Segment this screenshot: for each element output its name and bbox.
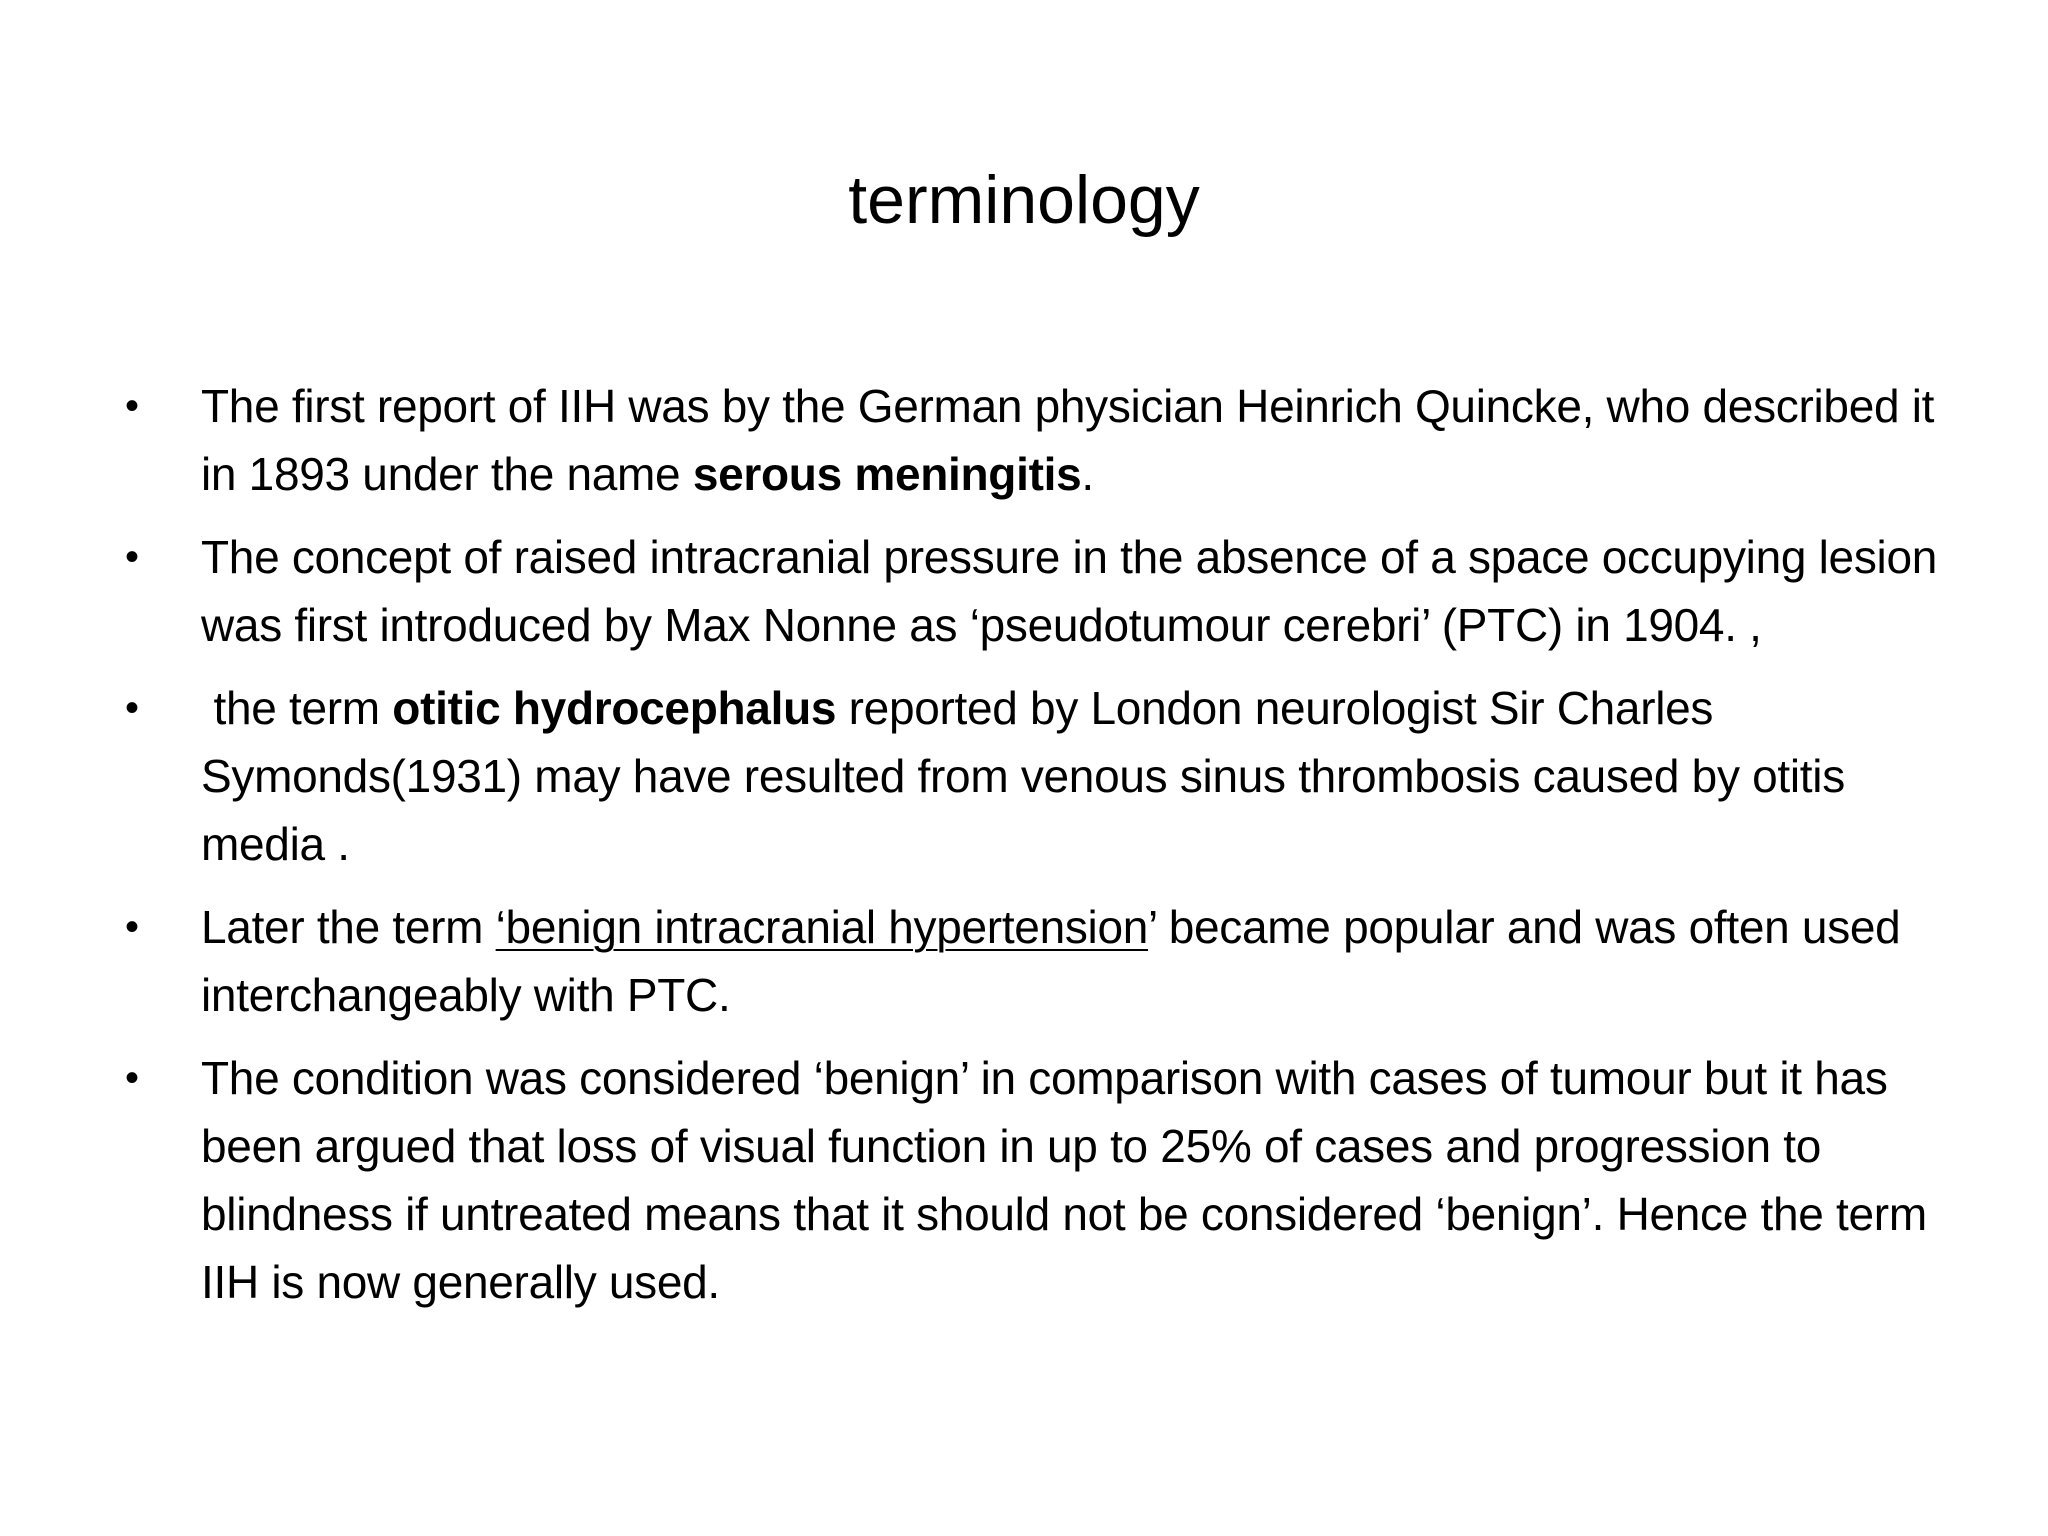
- bullet-text-part: reported by London neurologist Sir Charles Symonds(1931) may have resulted from venous sinus thrombosis caused by otitis media .: [201, 682, 1845, 870]
- bullet-item-symonds: [115, 674, 1945, 878]
- bullet-dot-icon: •: [125, 384, 139, 428]
- bullet-text: [201, 682, 1845, 870]
- bullet-dot-icon: •: [125, 1056, 139, 1100]
- bullet-list: [115, 372, 1945, 1331]
- bullet-dot-icon: •: [125, 535, 139, 579]
- bullet-text-part: the term: [201, 682, 393, 734]
- slide-title: terminology: [848, 162, 1200, 238]
- bullet-text-part: ’ became popular and was often used interchangeably with PTC.: [201, 901, 1901, 1021]
- bullet-dot-icon: •: [125, 905, 139, 949]
- bullet-item-quincke: [115, 372, 1945, 508]
- bullet-item-benign: [115, 893, 1945, 1029]
- bullet-text-part: The first report of IIH was by the German physician Heinrich Quincke, who described it in 1893 under the name: [201, 380, 1935, 500]
- bullet-item-nonne: [115, 523, 1945, 659]
- bullet-text: [201, 901, 1900, 1021]
- bullet-text-part: .: [1081, 448, 1094, 500]
- bullet-dot-icon: •: [125, 686, 139, 730]
- bullet-text: The condition was considered ‘benign’ in comparison with cases of tumour but it has been argued that loss of visual function in up to 25% of cases and progression to blindness if untreated means that it should not be considered ‘benign’. Hence the term IIH is now generally used.: [201, 1052, 1927, 1308]
- bullet-text: The concept of raised intracranial pressure in the absence of a space occupying lesion was first introduced by Max Nonne as ‘pseudotumour cerebri’ (PTC) in 1904. ,: [201, 531, 1938, 651]
- bullet-text: [201, 380, 1934, 500]
- bullet-item-iih: [115, 1044, 1945, 1316]
- bullet-text-part: Later the term: [201, 901, 496, 953]
- bold-term-serous-meningitis: serous meningitis: [692, 448, 1082, 500]
- underlined-term-bih: ‘benign intracranial hypertension: [495, 901, 1149, 953]
- bold-term-otitic-hydrocephalus: otitic hydrocephalus: [392, 682, 837, 734]
